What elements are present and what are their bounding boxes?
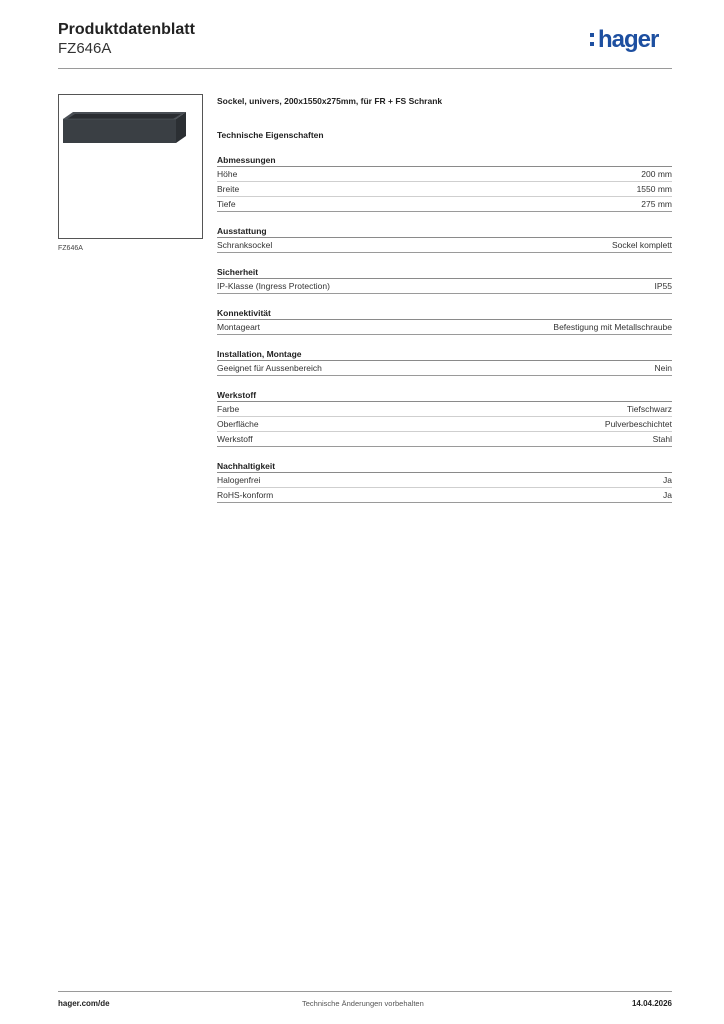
tech-properties-heading: Technische Eigenschaften <box>217 130 324 140</box>
product-code: FZ646A <box>58 40 112 57</box>
product-plinth-icon <box>59 95 202 238</box>
row-value: IP55 <box>654 281 672 291</box>
table-row <box>217 432 672 447</box>
section-heading: Ausstattung <box>217 225 672 238</box>
row-value: Nein <box>654 363 672 373</box>
section-heading: Abmessungen <box>217 154 672 167</box>
row-value: Ja <box>663 475 672 485</box>
row-value: 1550 mm <box>636 184 672 194</box>
table-row <box>217 197 672 212</box>
section-heading: Installation, Montage <box>217 348 672 361</box>
section-nachhaltigkeit <box>217 460 672 503</box>
row-value: 200 mm <box>641 169 672 179</box>
section-heading: Nachhaltigkeit <box>217 460 672 473</box>
row-label: Tiefe <box>217 199 236 209</box>
logo-text: hager <box>598 26 659 53</box>
table-row <box>217 402 672 417</box>
footer-divider <box>58 991 672 992</box>
section-konnektivitaet <box>217 307 672 335</box>
section-abmessungen <box>217 154 672 212</box>
row-value: Sockel komplett <box>612 240 672 250</box>
row-value: Befestigung mit Metallschraube <box>553 322 672 332</box>
page-title: Produktdatenblatt <box>58 21 195 38</box>
row-label: Halogenfrei <box>217 475 261 485</box>
row-value: 275 mm <box>641 199 672 209</box>
product-description: Sockel, univers, 200x1550x275mm, für FR + FS Schrank <box>217 96 443 106</box>
image-caption: FZ646A <box>58 245 83 252</box>
row-value: Stahl <box>652 434 672 444</box>
product-image <box>58 94 203 239</box>
row-value: Tiefschwarz <box>626 404 672 414</box>
footer-notice: Technische Änderungen vorbehalten <box>302 999 424 1008</box>
table-row <box>217 238 672 253</box>
table-row <box>217 320 672 335</box>
footer-date: 14.04.2026 <box>631 999 672 1008</box>
header-divider <box>58 68 672 69</box>
row-label: Schranksockel <box>217 240 273 250</box>
row-label: Höhe <box>217 169 238 179</box>
row-label: Farbe <box>217 404 240 414</box>
section-heading: Sicherheit <box>217 266 672 279</box>
row-label: Werkstoff <box>217 434 253 444</box>
table-row <box>217 473 672 488</box>
section-werkstoff <box>217 389 672 447</box>
row-label: Breite <box>217 184 240 194</box>
section-ausstattung <box>217 225 672 253</box>
product-details <box>217 95 672 503</box>
section-heading: Konnektivität <box>217 307 672 320</box>
row-value: Pulverbeschichtet <box>604 419 672 429</box>
table-row <box>217 417 672 432</box>
row-label: RoHS-konform <box>217 490 274 500</box>
table-row <box>217 488 672 503</box>
row-label: IP-Klasse (Ingress Protection) <box>217 281 330 291</box>
section-sicherheit <box>217 266 672 294</box>
section-heading: Werkstoff <box>217 389 672 402</box>
logo-dots-icon <box>590 33 596 51</box>
table-row <box>217 361 672 376</box>
row-label: Montageart <box>217 322 260 332</box>
row-label: Oberfläche <box>217 419 259 429</box>
table-row <box>217 167 672 182</box>
footer-website-link[interactable]: hager.com/de <box>58 999 110 1008</box>
row-value: Ja <box>663 490 672 500</box>
table-row <box>217 279 672 294</box>
section-installation-montage <box>217 348 672 376</box>
row-label: Geeignet für Aussenbereich <box>217 363 322 373</box>
table-row <box>217 182 672 197</box>
hager-logo <box>590 28 658 52</box>
